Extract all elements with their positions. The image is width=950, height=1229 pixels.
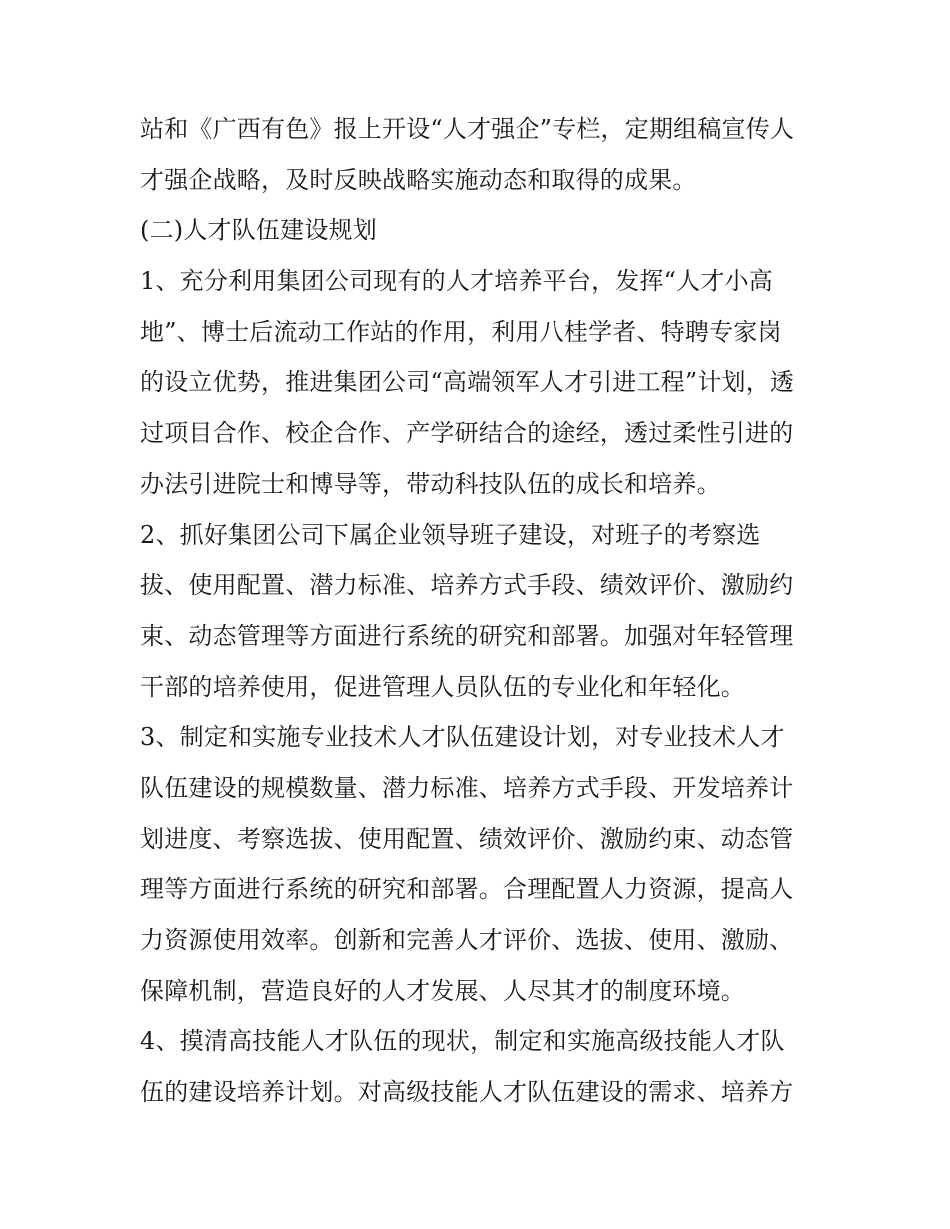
text-line: 3、制定和实施专业技术人才队伍建设计划，对专业技术人才 (140, 723, 785, 752)
text-line: 保障机制，营造良好的人才发展、人尽其才的制度环境。 (140, 976, 745, 1005)
text-line: 站和《广西有色》报上开设“人才强企”专栏，定期组稿宣传人 (140, 115, 795, 143)
text-line: 1、充分利用集团公司现有的人才培养平台，发挥“人才小高 (140, 267, 773, 296)
text-line: 力资源使用效率。创新和完善人才评价、选拔、使用、激励、 (140, 926, 794, 954)
text-line: 地”、博士后流动工作站的作用，利用八桂学者、特聘专家岗 (140, 317, 782, 346)
text-line: 的设立优势，推进集团公司“高端领军人才引进工程”计划，透 (140, 368, 795, 397)
text-line: 办法引进院士和博导等，带动科技队伍的成长和培养。 (140, 469, 721, 498)
text-line: 理等方面进行系统的研究和部署。合理配置人力资源，提高人 (140, 875, 794, 904)
text-line: 4、摸清高技能人才队伍的现状，制定和实施高级技能人才队 (140, 1027, 785, 1056)
body-text (140, 104, 830, 1118)
text-line: 伍的建设培养计划。对高级技能人才队伍建设的需求、培养方 (140, 1078, 794, 1107)
text-line: 2、抓好集团公司下属企业领导班子建设，对班子的考察选 (140, 520, 761, 549)
text-line: 过项目合作、校企合作、产学研结合的途经，透过柔性引进的 (140, 419, 794, 448)
text-line: 干部的培养使用，促进管理人员队伍的专业化和年轻化。 (140, 672, 745, 701)
text-line: 队伍建设的规模数量、潜力标准、培养方式手段、开发培养计 (140, 773, 794, 802)
text-line: 才强企战略，及时反映战略实施动态和取得的成果。 (140, 165, 697, 194)
text-line: 划进度、考察选拔、使用配置、绩效评价、激励约束、动态管 (140, 824, 794, 853)
text-line: 拔、使用配置、潜力标准、培养方式手段、绩效评价、激励约 (140, 571, 794, 600)
section-heading: (二)人才队伍建设规划 (140, 216, 377, 245)
text-line: 束、动态管理等方面进行系统的研究和部署。加强对年轻管理 (140, 621, 794, 650)
